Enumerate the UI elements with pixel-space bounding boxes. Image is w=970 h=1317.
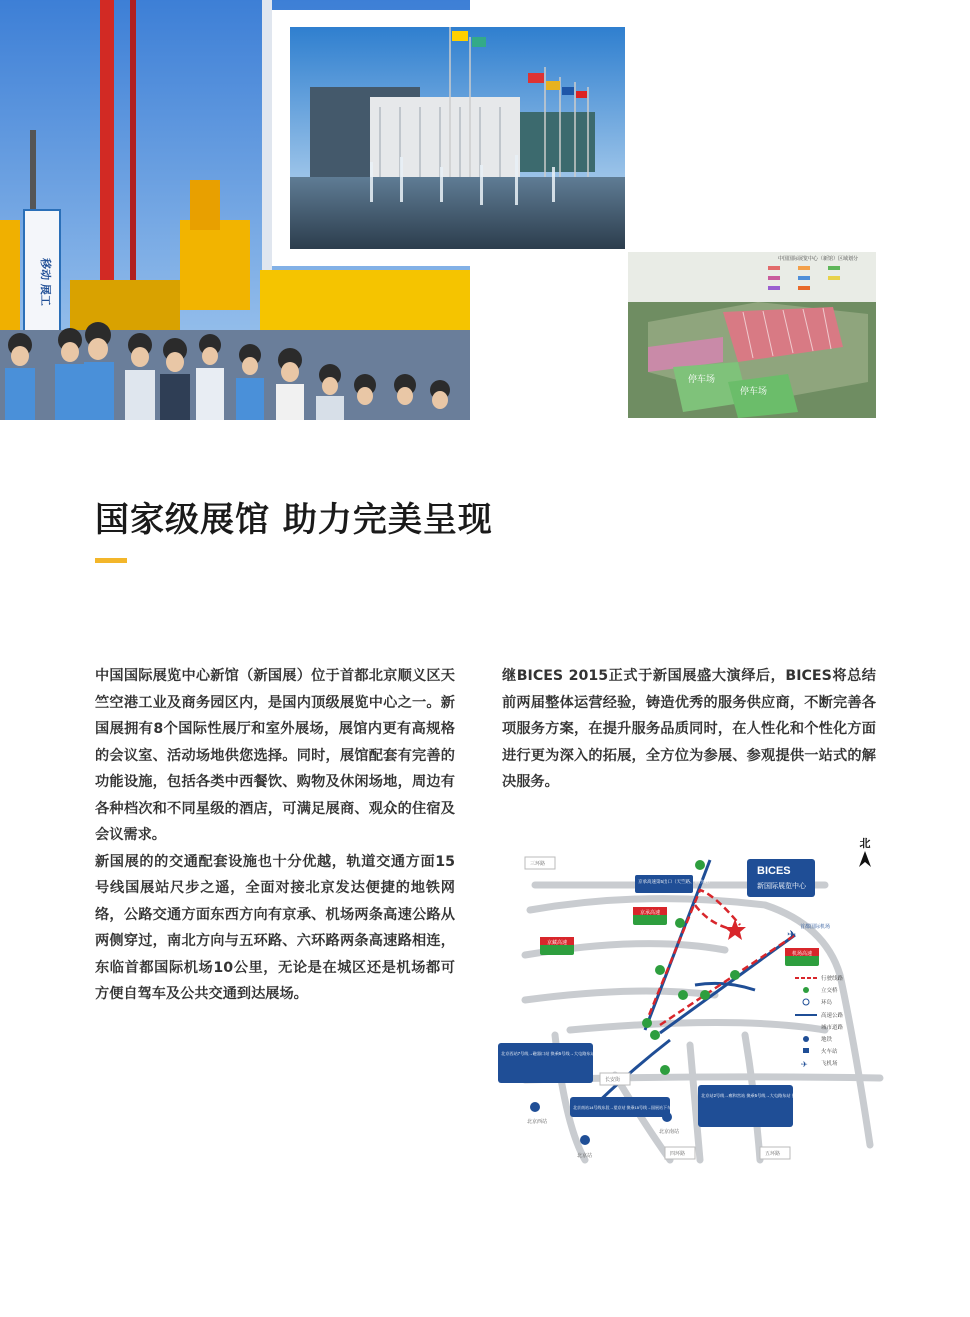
title-accent-bar [95, 558, 127, 563]
transit-info-south: 北京南站14号线东段→望京站 换乘15号线→国展站下车 [573, 1105, 672, 1110]
banner-text: 移动 展工 [39, 258, 52, 306]
page-title: 国家级展馆 助力完美呈现 [95, 500, 493, 540]
intro-paragraph-1: 中国国际展览中心新馆（新国展）位于首都北京顺义区天竺空港工业及商务园区内，是国内顶级展览中心之一。新国展拥有8个国际性展厅和室外展场，展馆内更有高规格的会议室、活动场地供您选择。同时，展馆配套有完善的功能设施，包括各类中西餐饮、购物及休闲场地，周边有各种档次和不同星级的酒店，可满足展商、观众的住宿及会议需求。 [95, 668, 455, 843]
transit-info-beijing: 北京站2号线→雍和宫站 换乘5号线→大屯路东站 换乘15号线→国展站下车 [701, 1093, 839, 1098]
legend-item-5: 城市道路 [821, 1025, 844, 1031]
station-label-west: 北京西站 [527, 1119, 548, 1125]
photo-exhibition-center-building [290, 27, 625, 249]
svg-text:✈: ✈ [801, 1060, 808, 1069]
venue-subname: 新国际展览中心 [757, 883, 806, 890]
transit-box-beijing [698, 1085, 793, 1127]
legend-item-3: 环岛 [821, 1000, 833, 1006]
site-plan-title: 中国国际展览中心（新馆）区域划分 [778, 256, 859, 262]
photo-site-plan [628, 252, 876, 418]
intro-column-right [502, 663, 876, 796]
transport-map [495, 835, 885, 1165]
legend-item-4: 高速公路 [821, 1013, 844, 1019]
map-legend [795, 974, 844, 1069]
airport-label: 首都国际机场 [800, 924, 831, 930]
legend-item-6: 地铁 [821, 1037, 833, 1043]
venue-star-icon [724, 919, 746, 940]
legend-item-2: 立交桥 [821, 988, 838, 994]
legend-item-8: 飞机场 [821, 1061, 838, 1067]
legend-item-1: 行驶线路 [821, 976, 844, 982]
road-label-4th-ring: 四环路 [670, 1151, 686, 1157]
airplane-icon: ✈ [787, 929, 797, 941]
north-label: 北 [859, 838, 871, 850]
legend-item-7: 火车站 [821, 1049, 838, 1055]
road-label-changan: 长安街 [605, 1077, 621, 1083]
intro-paragraph-3: 继BICES 2015正式于新国展盛大演绎后，BICES将总结前两届整体运营经验，铸造优秀的服务供应商，不断完善各项服务方案，在提升服务品质同时，在人性化和个性化方面进行更为深入的拓展，全方位为参展、参观提供一站式的解决服务。 [502, 668, 876, 790]
highway-badge-2: 京藏高速 [546, 940, 568, 946]
exit-label-box [635, 875, 693, 893]
site-plan-area1: 停车场 [688, 375, 716, 385]
exit-label: 京承高速第5出口（天竺路、前沙峪） [638, 879, 713, 884]
highway-badge-3: 机场高速 [791, 951, 813, 957]
intro-column-left [95, 663, 455, 1008]
road-label-3rd-ring: 三环路 [530, 861, 546, 867]
intro-paragraph-2: 新国展的的交通配套设施也十分优越，轨道交通方面15号线国展站尺步之遥，全面对接北京发达便捷的地铁网络，公路交通方面东西方向有京承、机场两条高速公路从两侧穿过，南北方向与五环路、六环路两条高速路相连，东临首都国际机场10公里，无论是在城区还是机场都可方便自驾车及公共交通到达展场。 [95, 853, 455, 1002]
transit-box-west [498, 1043, 593, 1083]
transit-info-west: 北京西站7号线→磁器口站 换乘5号线→大屯路东站 换乘15号线→国展站下车 [501, 1051, 643, 1056]
station-label-beijing: 北京站 [577, 1153, 593, 1159]
station-label-south: 北京南站 [659, 1129, 680, 1135]
highway-badge-1: 京承高速 [639, 910, 661, 916]
site-plan-area2: 停车场 [740, 387, 768, 397]
road-label-5th-ring: 五环路 [765, 1151, 781, 1157]
north-arrow-icon [859, 851, 871, 867]
venue-name: BICES [757, 865, 791, 877]
